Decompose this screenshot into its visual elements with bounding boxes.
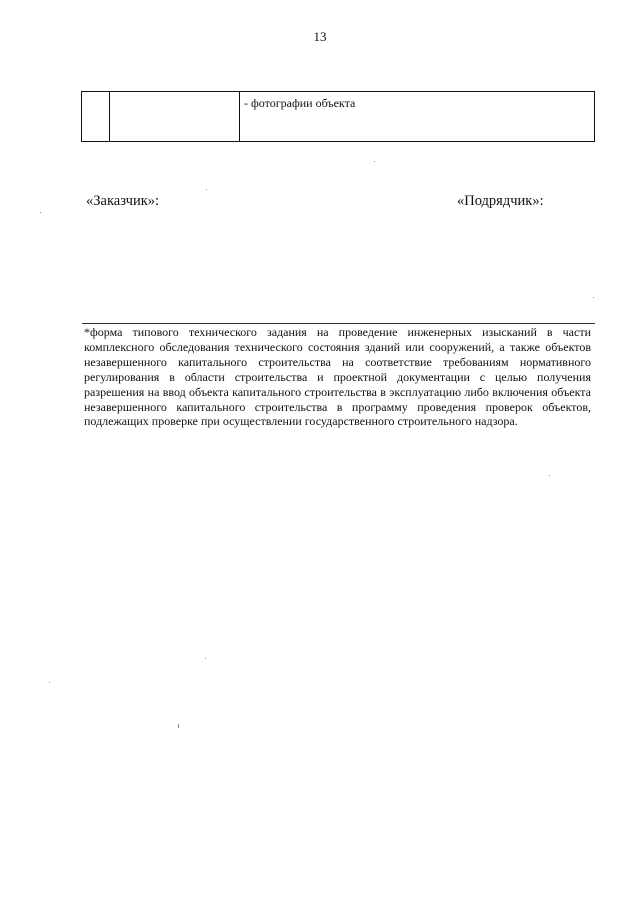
scan-speck [178,724,179,728]
scan-speck [205,658,206,659]
scan-speck [593,297,594,298]
customer-signature-label: «Заказчик»: [86,193,160,209]
page-number: 13 [313,29,327,44]
table-row [82,92,595,142]
scan-speck [40,212,41,213]
table-cell-name [110,92,240,142]
scan-speck [549,475,550,476]
scan-speck [49,682,50,683]
scan-speck [206,189,207,190]
footnote-text: *форма типового технического задания на проведение инженерных изысканий в части комплексного обследования технического состояния зданий или сооружений, а также объектов незавершенного капитального строительства на соответствие требованиям нормативного регулирования в области строительства и проектной документации с целью получения разрешения на ввод объекта капитального строительства в эксплуатацию либо включения объекта незавершенного капитального строительства в программу проведения проверок объектов, подлежащих проверке при осуществлении государственного строительного надзора. [84,325,591,429]
requirements-table [81,91,595,142]
table-cell-requirements: - фотографии объекта [240,92,595,142]
scan-speck [374,161,375,162]
footnote-separator [82,323,595,324]
table-cell-number [82,92,110,142]
contractor-signature-label: «Подрядчик»: [457,193,544,209]
